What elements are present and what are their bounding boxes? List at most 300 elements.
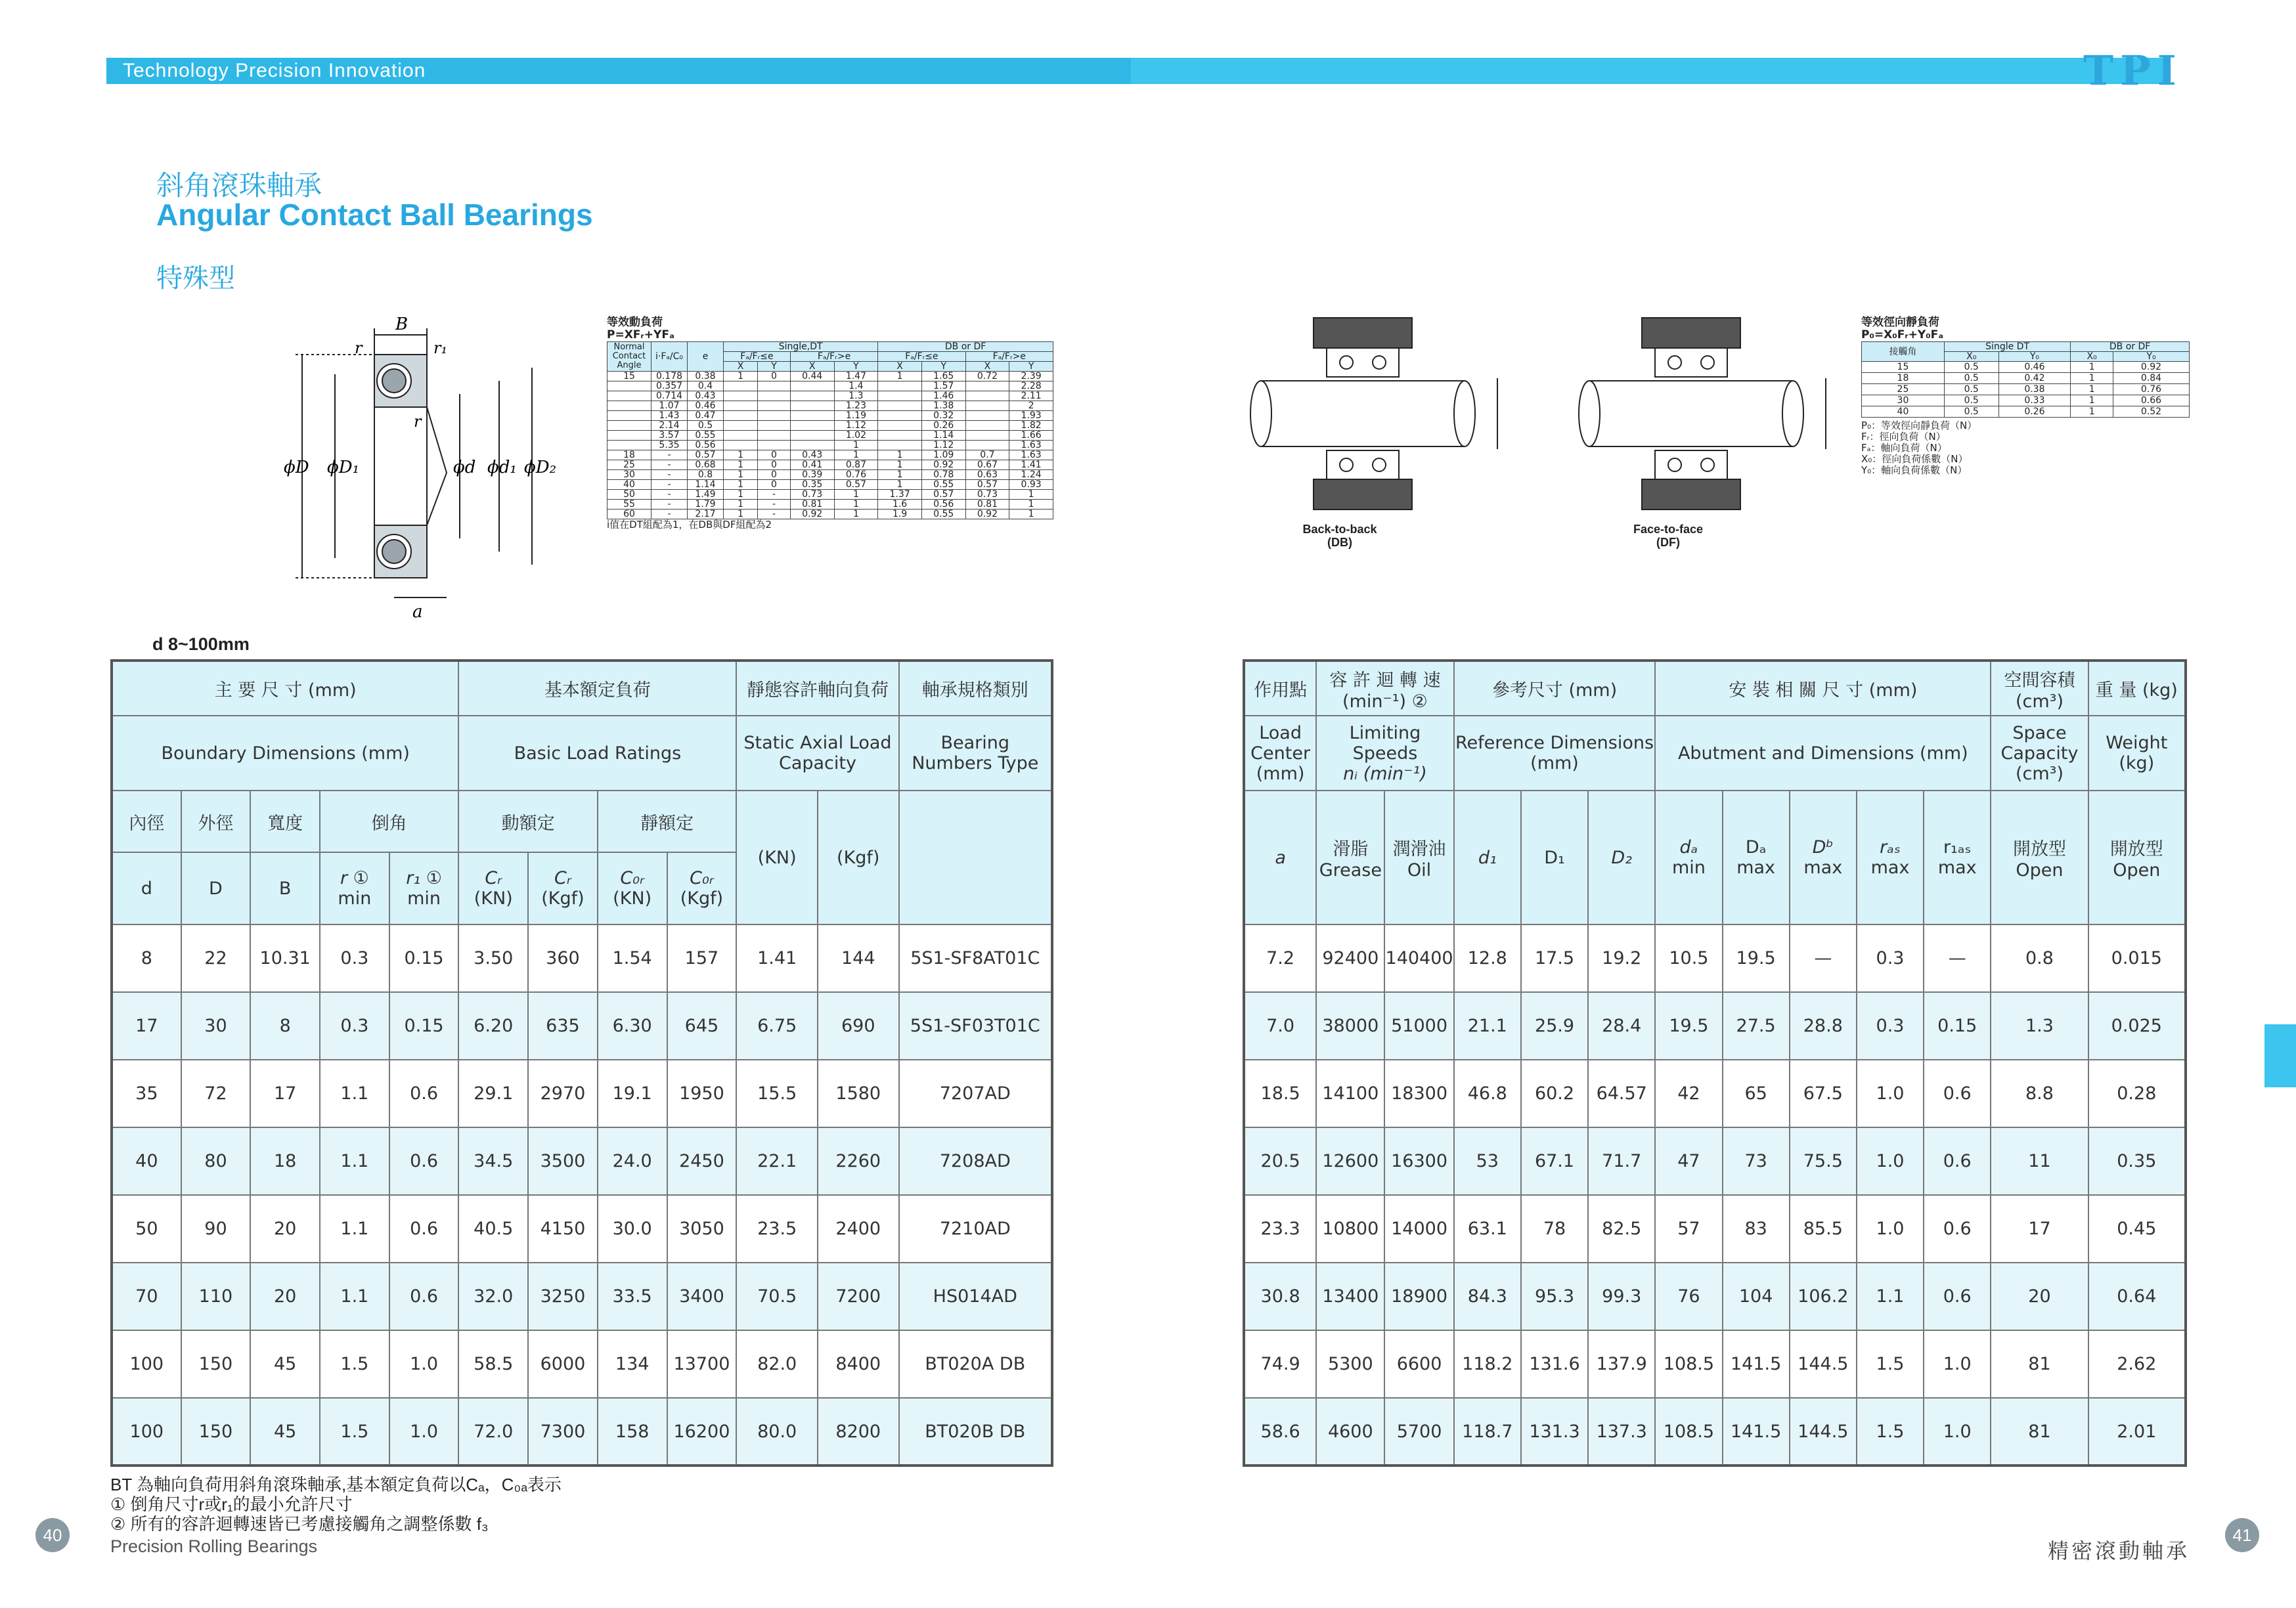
right-table-cell: 30.8 — [1244, 1263, 1316, 1330]
left-table-cell: 1.1 — [320, 1263, 389, 1330]
static-cell: 0.92 — [2113, 362, 2190, 373]
hdr-boundary-en: Boundary Dimensions (mm) — [112, 716, 458, 791]
hdr-basic-zh: 基本額定負荷 — [458, 661, 736, 716]
dyn-cell — [724, 381, 758, 391]
rhdr-speed-en — [1316, 716, 1453, 791]
hdr-chamfer: 倒角 — [320, 791, 458, 852]
static-cell: 0.66 — [2113, 395, 2190, 406]
dyn-cell: 0.5 — [688, 421, 724, 431]
df-label: Face-to-face (DF) — [1633, 523, 1704, 549]
left-table-cell: HS014AD — [899, 1263, 1052, 1330]
hdr-x: X — [965, 362, 1009, 372]
right-table-cell: 19.2 — [1588, 924, 1655, 992]
note-2: ① 倒角尺寸r或r₁的最小允許尺寸 — [110, 1494, 353, 1514]
rhdr-speed-en-1: Limiting Speeds — [1349, 722, 1421, 764]
right-table-cell: 0.15 — [1924, 992, 1991, 1060]
left-table-cell: 4150 — [528, 1195, 598, 1263]
left-table-cell: 7300 — [528, 1398, 598, 1466]
bearing-section-diagram — [276, 309, 565, 624]
dyn-cell: 1.14 — [688, 480, 724, 490]
label-phiD: ϕD — [284, 458, 309, 477]
dyn-cell: 1.9 — [878, 510, 922, 519]
dyn-cell — [790, 421, 834, 431]
label-r2: r — [414, 412, 422, 431]
dyn-cell: 1.07 — [651, 401, 688, 411]
dyn-cell: 1 — [724, 372, 758, 381]
dyn-cell: 0.56 — [921, 500, 965, 510]
label-phiD2: ϕD₂ — [524, 458, 556, 477]
right-table-cell: 0.6 — [1924, 1060, 1991, 1127]
left-table-cell: 0.15 — [389, 924, 459, 992]
left-table-cell: 635 — [528, 992, 598, 1060]
right-table-cell: 53 — [1454, 1127, 1521, 1195]
rhdr-open-zh: 開放型 — [2012, 839, 2066, 859]
left-table-cell: 18 — [250, 1127, 320, 1195]
right-table-cell: 104 — [1723, 1263, 1790, 1330]
dyn-cell — [758, 401, 791, 411]
hdr-cr-kn-unit: (KN) — [474, 888, 513, 909]
static-cell: 25 — [1862, 384, 1945, 395]
left-table-row — [112, 1263, 1052, 1330]
left-table-cell: 134 — [598, 1330, 667, 1398]
left-table-cell: 1950 — [667, 1060, 737, 1127]
right-table-cell: 18300 — [1384, 1060, 1453, 1127]
hdr-r1 — [389, 852, 459, 924]
dyn-cell: 0.68 — [688, 460, 724, 470]
hdr-d: d — [112, 852, 181, 924]
right-table-cell: 108.5 — [1655, 1398, 1722, 1466]
left-table-cell: 690 — [818, 992, 899, 1060]
dyn-cell — [878, 431, 922, 441]
hdr-x: X — [790, 362, 834, 372]
left-table-cell: 30 — [181, 992, 251, 1060]
rhdr-space-zh-1: 空間容積 — [2004, 670, 2075, 691]
hdr-cor-kn-sym: C₀ᵣ — [620, 868, 644, 888]
dyn-cell — [607, 411, 651, 421]
left-table-cell: 50 — [112, 1195, 181, 1263]
left-table-cell: 2450 — [667, 1127, 737, 1195]
dyn-cell: 1 — [724, 490, 758, 500]
right-table-cell: 0.3 — [1857, 992, 1924, 1060]
dyn-cell: 1.4 — [834, 381, 878, 391]
hdr-stat: 靜額定 — [598, 791, 737, 852]
dyn-cell: 0.87 — [834, 460, 878, 470]
right-table-cell: 81 — [1991, 1330, 2088, 1398]
right-table-cell: 71.7 — [1588, 1127, 1655, 1195]
dyn-cell: 0.57 — [965, 480, 1009, 490]
dyn-cell — [965, 391, 1009, 401]
static-cell: 1 — [2071, 384, 2113, 395]
section-side-tab — [2264, 1024, 2296, 1087]
dyn-cell — [790, 431, 834, 441]
dyn-cell: 1 — [878, 450, 922, 460]
dyn-cell: 1 — [724, 450, 758, 460]
left-table-cell: 29.1 — [458, 1060, 528, 1127]
left-table-cell: 0.6 — [389, 1263, 459, 1330]
dyn-cell: 1 — [834, 490, 878, 500]
hdr-bearing-en: Bearing Numbers Type — [899, 716, 1052, 791]
rhdr-load-zh: 作用點 — [1244, 661, 1316, 716]
right-table-cell: 8.8 — [1991, 1060, 2088, 1127]
left-table-cell: 100 — [112, 1398, 181, 1466]
rhdr-open-space — [1991, 791, 2088, 924]
dyn-cell: 2.28 — [1009, 381, 1053, 391]
right-table-cell: 82.5 — [1588, 1195, 1655, 1263]
left-table-cell: 40 — [112, 1127, 181, 1195]
right-table-cell: 92400 — [1316, 924, 1384, 992]
hdr-width: 寬度 — [250, 791, 320, 852]
static-caption-2: P₀=X₀Fᵣ+Y₀Fₐ — [1861, 328, 1944, 341]
dyn-cell: 0.72 — [965, 372, 1009, 381]
left-table-cell: 7210AD — [899, 1195, 1052, 1263]
hdr-cr-kgf-unit: (Kgf) — [541, 888, 585, 909]
dyn-cell: 0 — [758, 460, 791, 470]
label-phid1: ϕd₁ — [487, 458, 517, 477]
label-phid: ϕd — [453, 458, 476, 477]
right-table-cell: 99.3 — [1588, 1263, 1655, 1330]
dyn-cell: 0 — [758, 372, 791, 381]
left-table-cell: 45 — [250, 1330, 320, 1398]
dyn-cell — [724, 421, 758, 431]
left-table-cell: BT020A DB — [899, 1330, 1052, 1398]
hdr-cr-kgf-sym: Cᵣ — [554, 868, 571, 888]
rhdr-speed-zh-1: 容 許 迴 轉 速 — [1329, 670, 1441, 691]
static-cell: 0.5 — [1944, 362, 1998, 373]
hdr-cr-kn — [458, 852, 528, 924]
rhdr-ras-lim: max — [1870, 858, 1910, 878]
right-table-cell: 51000 — [1384, 992, 1453, 1060]
static-note: Y₀：軸向負荷係數（N） — [1861, 464, 1968, 476]
dyn-row — [607, 490, 1053, 500]
shdr-y0: Y₀ — [1998, 352, 2071, 362]
right-table-cell: 67.1 — [1521, 1127, 1588, 1195]
rhdr-ref-zh: 參考尺寸 (mm) — [1454, 661, 1656, 716]
left-table-cell: 80 — [181, 1127, 251, 1195]
shdr-angle: 接觸角 — [1862, 342, 1945, 362]
dyn-cell — [758, 431, 791, 441]
dyn-cell: 0.178 — [651, 372, 688, 381]
shdr-x0: X₀ — [2071, 352, 2113, 362]
static-cell: 0.84 — [2113, 373, 2190, 384]
hdr-c2b: Fₐ/Fᵣ>e — [965, 352, 1053, 362]
rhdr-da-lim: min — [1671, 858, 1706, 878]
right-table-cell: 42 — [1655, 1060, 1722, 1127]
hdr-cor-kn — [598, 852, 667, 924]
dyn-cell: 0.81 — [965, 500, 1009, 510]
right-table-cell: 144.5 — [1790, 1398, 1857, 1466]
static-cell: 0.46 — [1998, 362, 2071, 373]
static-cell: 40 — [1862, 406, 1945, 418]
shdr-x0: X₀ — [1944, 352, 1998, 362]
dyn-cell — [790, 411, 834, 421]
dyn-cell: 0.73 — [790, 490, 834, 500]
right-table-row — [1244, 1330, 2186, 1398]
right-table-cell: 10800 — [1316, 1195, 1384, 1263]
left-table-row — [112, 1398, 1052, 1466]
dyn-cell — [607, 381, 651, 391]
static-cell: 0.42 — [1998, 373, 2071, 384]
right-table-cell: 18900 — [1384, 1263, 1453, 1330]
right-table-row — [1244, 992, 2186, 1060]
right-table-cell: 46.8 — [1454, 1060, 1521, 1127]
right-table-cell: — — [1924, 924, 1991, 992]
dyn-cell: 0.7 — [965, 450, 1009, 460]
dyn-cell: 1 — [724, 470, 758, 480]
static-cell: 0.33 — [1998, 395, 2071, 406]
dyn-cell: 55 — [607, 500, 651, 510]
left-table-cell: 1.41 — [736, 924, 818, 992]
right-table-cell: 10.5 — [1655, 924, 1722, 992]
left-table-cell: 20 — [250, 1263, 320, 1330]
static-row — [1862, 395, 2190, 406]
left-table-cell: 17 — [250, 1060, 320, 1127]
left-table-cell: 3.50 — [458, 924, 528, 992]
right-table-cell: 141.5 — [1723, 1330, 1790, 1398]
left-table-row — [112, 992, 1052, 1060]
dyn-cell — [724, 441, 758, 450]
dyn-cell: 0.44 — [790, 372, 834, 381]
rhdr-speed-en-2: nᵢ (min⁻¹) — [1343, 763, 1427, 784]
left-table-row — [112, 924, 1052, 992]
dyn-cell: 0.55 — [688, 431, 724, 441]
right-table-cell: 11 — [1991, 1127, 2088, 1195]
static-row — [1862, 362, 2190, 373]
label-r: r — [355, 339, 363, 357]
hdr-single: Single,DT — [724, 342, 878, 352]
left-table-cell: 2260 — [818, 1127, 899, 1195]
left-table-cell: 13700 — [667, 1330, 737, 1398]
rhdr-weight-en: Weight (kg) — [2088, 716, 2186, 791]
dyn-cell: 1 — [834, 510, 878, 519]
page-number-right: 41 — [2225, 1518, 2259, 1552]
df-arrangement-diagram — [1576, 315, 1852, 565]
left-table-cell: 5S1-SF8AT01C — [899, 924, 1052, 992]
right-table-cell: 16300 — [1384, 1127, 1453, 1195]
right-table-cell: 1.5 — [1857, 1330, 1924, 1398]
right-table-cell: 65 — [1723, 1060, 1790, 1127]
dyn-cell: - — [651, 460, 688, 470]
hdr-cr-kgf — [528, 852, 598, 924]
dyn-cell: 1 — [1009, 500, 1053, 510]
dynamic-load-table — [607, 341, 1053, 519]
rhdr-ref-en: Reference Dimensions (mm) — [1454, 716, 1656, 791]
hdr-cr-kn-sym: Cᵣ — [485, 868, 502, 888]
dyn-cell: 1.14 — [921, 431, 965, 441]
hdr-e: e — [688, 342, 724, 372]
left-table-cell: 10.31 — [250, 924, 320, 992]
dyn-cell: - — [651, 500, 688, 510]
hdr-y: Y — [834, 362, 878, 372]
dyn-cell: 0.78 — [921, 470, 965, 480]
dyn-cell: 3.57 — [651, 431, 688, 441]
dyn-cell — [758, 381, 791, 391]
dyn-cell — [724, 401, 758, 411]
dyn-cell — [878, 391, 922, 401]
left-table-cell: 19.1 — [598, 1060, 667, 1127]
dyn-cell: 1.66 — [1009, 431, 1053, 441]
dyn-cell: 2.39 — [1009, 372, 1053, 381]
left-table-cell: 1.0 — [389, 1398, 459, 1466]
left-table-cell: 22 — [181, 924, 251, 992]
right-table-cell: 47 — [1655, 1127, 1722, 1195]
dyn-cell: 0 — [758, 450, 791, 460]
right-table-cell: 18.5 — [1244, 1060, 1316, 1127]
right-table-cell: 28.8 — [1790, 992, 1857, 1060]
dyn-cell: 1 — [1009, 490, 1053, 500]
hdr-angle: Normal Contact Angle — [607, 342, 651, 372]
hdr-ratio: i·Fₐ/C₀ — [651, 342, 688, 372]
left-table-row — [112, 1060, 1052, 1127]
left-table-cell: 8200 — [818, 1398, 899, 1466]
hdr-cor-kgf-sym: C₀ᵣ — [690, 868, 714, 888]
static-row — [1862, 373, 2190, 384]
footer-left-text: Precision Rolling Bearings — [110, 1536, 318, 1556]
left-table-cell: 70 — [112, 1263, 181, 1330]
rhdr-abut-en: Abutment and Dimensions (mm) — [1655, 716, 1991, 791]
rhdr-open-en2: Open — [2113, 860, 2161, 880]
hdr-bearing-zh: 軸承規格類別 — [899, 661, 1052, 716]
hdr-c1: Fₐ/Fᵣ≤e — [724, 352, 791, 362]
label-B: B — [395, 315, 408, 334]
db-label: Back-to-back (DB) — [1302, 523, 1377, 549]
right-table-cell: 0.28 — [2088, 1060, 2186, 1127]
left-table-cell: 6.30 — [598, 992, 667, 1060]
left-table-cell: 72 — [181, 1060, 251, 1127]
left-table-cell: 1.1 — [320, 1127, 389, 1195]
static-cell: 1 — [2071, 406, 2113, 418]
footer-right-text: 精密滾動軸承 — [2048, 1539, 2190, 1563]
dyn-cell: 0.41 — [790, 460, 834, 470]
rhdr-da-sym: dₐ — [1679, 837, 1698, 858]
left-table-cell: 6.75 — [736, 992, 818, 1060]
static-cell: 0.26 — [1998, 406, 2071, 418]
dyn-cell: 1 — [724, 460, 758, 470]
rhdr-grease-en: Grease — [1319, 860, 1382, 880]
dyn-cell: 1.24 — [1009, 470, 1053, 480]
right-table-cell: 137.3 — [1588, 1398, 1655, 1466]
left-table-cell: 144 — [818, 924, 899, 992]
left-table-cell: 2400 — [818, 1195, 899, 1263]
static-cell: 0.5 — [1944, 406, 1998, 418]
dyn-cell: 1.82 — [1009, 421, 1053, 431]
static-note: P₀：等效徑向靜負荷（N） — [1861, 420, 1977, 431]
dyn-cell: 15 — [607, 372, 651, 381]
dyn-cell: 1.6 — [878, 500, 922, 510]
static-cell: 15 — [1862, 362, 1945, 373]
rhdr-space-zh — [1991, 661, 2088, 716]
left-table-cell: 3250 — [528, 1263, 598, 1330]
right-table-cell: 81 — [1991, 1398, 2088, 1466]
dyn-cell: 0.57 — [921, 490, 965, 500]
static-load-block — [1861, 316, 2190, 476]
rhdr-open-en: Open — [2016, 860, 2064, 880]
right-table-cell: 0.6 — [1924, 1263, 1991, 1330]
static-cell: 1 — [2071, 362, 2113, 373]
left-table-cell: 23.5 — [736, 1195, 818, 1263]
dyn-cell — [724, 431, 758, 441]
dynamic-load-block — [607, 316, 1053, 531]
left-table-cell: 1580 — [818, 1060, 899, 1127]
label-phiD1: ϕD₁ — [327, 458, 359, 477]
left-table-cell: 7208AD — [899, 1127, 1052, 1195]
dyn-cell — [965, 381, 1009, 391]
left-table-cell: 0.15 — [389, 992, 459, 1060]
dyn-cell: 0.43 — [688, 391, 724, 401]
hdr-r-sym: r ① — [340, 868, 369, 888]
dyn-cell: 0.73 — [965, 490, 1009, 500]
right-table-cell: 131.6 — [1521, 1330, 1588, 1398]
dyn-cell: 5.35 — [651, 441, 688, 450]
left-table-row — [112, 1195, 1052, 1263]
dyn-cell: 0.76 — [834, 470, 878, 480]
static-note: Fₐ：軸向負荷（N） — [1861, 442, 1947, 454]
right-spec-table — [1243, 659, 2187, 1467]
dyn-cell: 1 — [878, 372, 922, 381]
note-3: ② 所有的容許迴轉速皆已考慮接觸角之調整係數 f₃ — [110, 1514, 489, 1534]
right-table-cell: 0.025 — [2088, 992, 2186, 1060]
rhdr-r1as — [1924, 791, 1991, 924]
right-table-cell: 0.35 — [2088, 1127, 2186, 1195]
dyn-cell — [758, 411, 791, 421]
rhdr-oil-zh: 潤滑油 — [1392, 839, 1446, 859]
dyn-cell: 1 — [724, 500, 758, 510]
dyn-cell: 0.63 — [965, 470, 1009, 480]
right-table-cell: 144.5 — [1790, 1330, 1857, 1398]
dyn-cell: 1.57 — [921, 381, 965, 391]
right-table-cell: 1.0 — [1857, 1195, 1924, 1263]
left-table-cell: 1.5 — [320, 1398, 389, 1466]
dyn-cell: 2 — [1009, 401, 1053, 411]
dyn-cell: 1.46 — [921, 391, 965, 401]
hdr-y: Y — [921, 362, 965, 372]
right-table-cell: 25.9 — [1521, 992, 1588, 1060]
rhdr-Db — [1790, 791, 1857, 924]
rhdr-oil-en: Oil — [1407, 860, 1432, 880]
left-table-cell: 72.0 — [458, 1398, 528, 1466]
dyn-cell: 1.43 — [651, 411, 688, 421]
right-table-cell: — — [1790, 924, 1857, 992]
rhdr-d1: d₁ — [1454, 791, 1521, 924]
right-table-cell: 27.5 — [1723, 992, 1790, 1060]
dyn-cell: 18 — [607, 450, 651, 460]
dyn-note: i值在DT組配為1，在DB與DF組配為2 — [607, 519, 772, 531]
right-table-cell: 84.3 — [1454, 1263, 1521, 1330]
hdr-outer: 外徑 — [181, 791, 251, 852]
left-table-cell: 1.1 — [320, 1195, 389, 1263]
hdr-x: X — [878, 362, 922, 372]
rhdr-Db-lim: max — [1803, 858, 1843, 878]
footnotes — [110, 1475, 562, 1534]
hdr-D: D — [181, 852, 251, 924]
hdr-x: X — [724, 362, 758, 372]
dyn-cell: 1.65 — [921, 372, 965, 381]
dyn-cell — [724, 391, 758, 401]
left-table-cell: 360 — [528, 924, 598, 992]
dyn-cell — [758, 441, 791, 450]
right-table-cell: 14000 — [1384, 1195, 1453, 1263]
right-table-cell: 85.5 — [1790, 1195, 1857, 1263]
shdr-y0: Y₀ — [2113, 352, 2190, 362]
right-table-row — [1244, 1060, 2186, 1127]
static-cell: 0.5 — [1944, 384, 1998, 395]
left-table-cell: 70.5 — [736, 1263, 818, 1330]
dyn-cell — [965, 421, 1009, 431]
left-table-cell: 82.0 — [736, 1330, 818, 1398]
left-table-cell: BT020B DB — [899, 1398, 1052, 1466]
left-table-cell: 16200 — [667, 1398, 737, 1466]
static-cell: 0.5 — [1944, 395, 1998, 406]
dyn-cell — [758, 391, 791, 401]
